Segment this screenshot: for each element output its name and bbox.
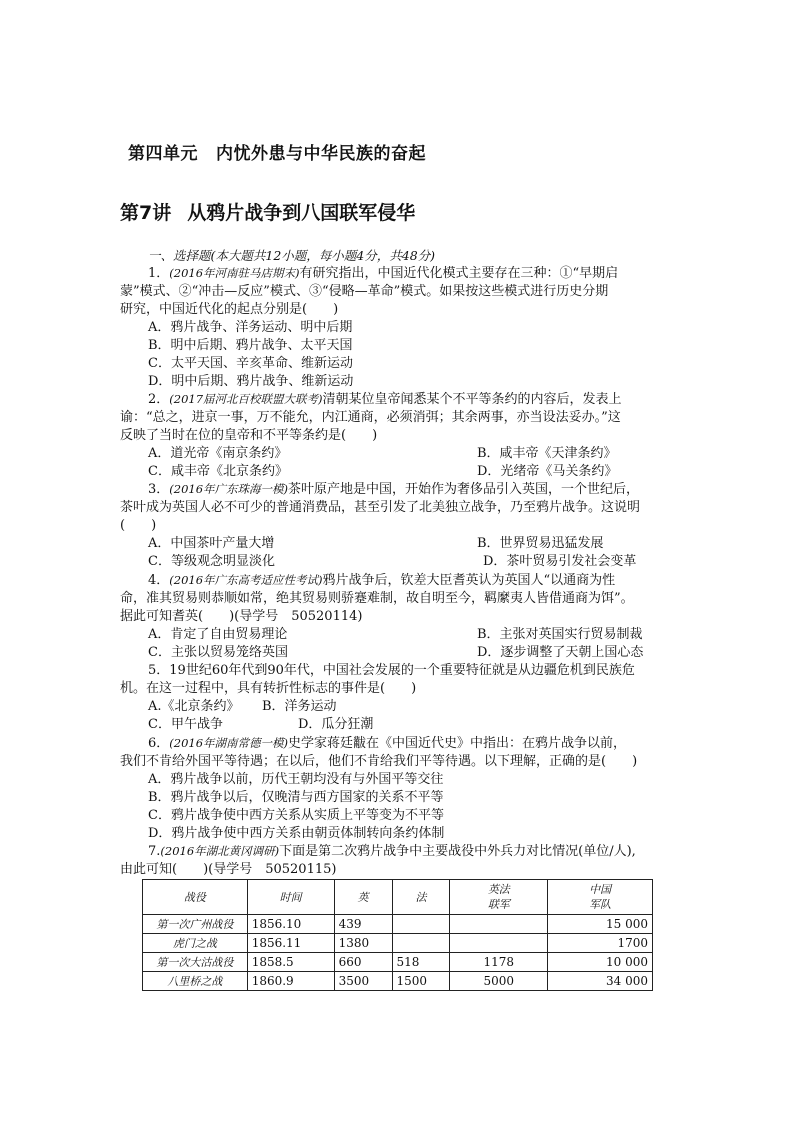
question-6-source: (2016年湖南常德一模) bbox=[169, 736, 289, 750]
header-battle: 战役 bbox=[143, 880, 248, 915]
question-2-option-a: A．道光帝《南京条约》 bbox=[148, 446, 288, 461]
lesson-name: 从鸦片战争到八国联军侵华 bbox=[187, 202, 416, 224]
header-uk: 英 bbox=[334, 880, 392, 915]
question-3-line-3: ( ) bbox=[120, 518, 157, 533]
question-3-option-b: B．世界贸易迅猛发展 bbox=[477, 536, 604, 551]
cell-china: 15 000 bbox=[548, 915, 653, 934]
question-6-line-1: 6．(2016年湖南常德一模)史学家蒋廷黻在《中国近代史》中指出：在鸦片战争以前， bbox=[148, 736, 627, 751]
question-5-line-2: 机。在这一过程中，具有转折性标志的事件是( ) bbox=[120, 681, 417, 696]
question-3-option-a: A．中国茶叶产量大增 bbox=[148, 536, 275, 551]
question-3-source: (2016年广东珠海一模) bbox=[169, 482, 289, 496]
question-7-line-1: 7.(2016年湖北黄冈调研)下面是第二次鸦片战争中主要战役中外兵力对比情况(单位/人), bbox=[148, 844, 636, 859]
question-7-line-2: 由此可知( )(导学号 50520115) bbox=[120, 862, 337, 877]
header-china: 中国 军队 bbox=[548, 880, 653, 915]
question-6-line-2: 我们不肯给外国平等待遇；在以后，他们不肯给我们平等待遇。以下理解，正确的是( ) bbox=[120, 754, 638, 769]
question-2-option-c: C．咸丰帝《北京条约》 bbox=[148, 464, 288, 479]
question-1-option-d: D．明中后期、鸦片战争、维新运动 bbox=[148, 374, 354, 389]
unit-number: 第四单元 bbox=[128, 144, 198, 164]
cell-fr: 1500 bbox=[392, 972, 450, 991]
question-6-option-a: A．鸦片战争以前，历代王朝均没有与外国平等交往 bbox=[148, 772, 444, 787]
lesson-number: 第7讲 bbox=[120, 202, 172, 224]
cell-battle: 第一次广州战役 bbox=[143, 915, 248, 934]
battle-forces-table bbox=[142, 879, 653, 991]
cell-uk: 1380 bbox=[334, 934, 392, 953]
question-5-option-a: A.《北京条约》 bbox=[148, 699, 240, 714]
question-1-option-a: A．鸦片战争、洋务运动、明中后期 bbox=[148, 320, 353, 335]
table-row bbox=[143, 953, 653, 972]
question-4-option-c: C．主张以贸易笼络英国 bbox=[148, 645, 288, 660]
question-2-option-b: B．咸丰帝《天津条约》 bbox=[477, 446, 617, 461]
cell-china: 34 000 bbox=[548, 972, 653, 991]
cell-time: 1856.11 bbox=[247, 934, 334, 953]
table-row bbox=[143, 934, 653, 953]
unit-name: 内忧外患与中华民族的奋起 bbox=[216, 144, 426, 164]
question-2-option-d: D．光绪帝《马关条约》 bbox=[477, 464, 618, 479]
question-4-source: (2016年广东高考适应性考试) bbox=[169, 573, 323, 587]
question-4-line-3: 据此可知耆英( )(导学号 50520114) bbox=[120, 609, 363, 624]
question-2-line-3: 反映了当时在位的皇帝和不平等条约是( ) bbox=[120, 428, 378, 443]
cell-battle: 虎门之战 bbox=[143, 934, 248, 953]
cell-uk: 3500 bbox=[334, 972, 392, 991]
question-4-option-d: D．逐步调整了天朝上国心态 bbox=[477, 645, 644, 660]
question-3-line-1: 3．(2016年广东珠海一模)茶叶原产地是中国，开始作为奢侈品引入英国，一个世纪后， bbox=[148, 482, 640, 497]
question-1-option-c: C．太平天国、辛亥革命、维新运动 bbox=[148, 356, 353, 371]
table-row bbox=[143, 972, 653, 991]
cell-china: 1700 bbox=[548, 934, 653, 953]
question-6-option-d: D．鸦片战争使中西方关系由朝贡体制转向条约体制 bbox=[148, 826, 445, 841]
cell-time: 1856.10 bbox=[247, 915, 334, 934]
question-2-source: (2017届河北百校联盟大联考) bbox=[169, 392, 323, 406]
question-1-line-1: 1．(2016年河南驻马店期末)有研究指出，中国近代化模式主要存在三种：①“早期启 bbox=[148, 266, 619, 281]
question-4-line-2: 命，准其贸易则恭顺如常，绝其贸易则骄蹇难制，故自明至今，羁縻夷人皆借通商为饵”。 bbox=[120, 591, 634, 606]
question-3-line-2: 茶叶成为英国人必不可少的普通消费品，甚至引发了北美独立战争，乃至鸦片战争。这说明 bbox=[120, 500, 641, 515]
header-fr: 法 bbox=[392, 880, 450, 915]
question-7-source: (2016年湖北黄冈调研) bbox=[160, 844, 280, 858]
cell-fr bbox=[392, 915, 450, 934]
question-4-line-1: 4．(2016年广东高考适应性考试)鸦片战争后，钦差大臣耆英认为英国人“以通商为性 bbox=[148, 573, 616, 588]
question-6-option-b: B．鸦片战争以后，仅晚清与西方国家的关系不平等 bbox=[148, 790, 444, 805]
table-header-row bbox=[143, 880, 653, 915]
header-time: 时间 bbox=[247, 880, 334, 915]
cell-uk: 660 bbox=[334, 953, 392, 972]
cell-uk: 439 bbox=[334, 915, 392, 934]
cell-allied bbox=[450, 934, 548, 953]
unit-title bbox=[128, 139, 426, 164]
cell-time: 1860.9 bbox=[247, 972, 334, 991]
question-5-option-c: C．甲午战争 bbox=[148, 717, 223, 732]
question-1-source: (2016年河南驻马店期末) bbox=[169, 266, 300, 280]
question-5-option-d: D．瓜分狂潮 bbox=[298, 717, 374, 732]
cell-allied: 1178 bbox=[450, 953, 548, 972]
question-6-option-c: C．鸦片战争使中西方关系从实质上平等变为不平等 bbox=[148, 808, 444, 823]
cell-china: 10 000 bbox=[548, 953, 653, 972]
cell-time: 1858.5 bbox=[247, 953, 334, 972]
cell-battle: 八里桥之战 bbox=[143, 972, 248, 991]
cell-allied: 5000 bbox=[450, 972, 548, 991]
question-5-option-b: B．洋务运动 bbox=[262, 699, 337, 714]
cell-battle: 第一次大沽战役 bbox=[143, 953, 248, 972]
question-5-line-1: 5．19世纪60年代到90年代，中国社会发展的一个重要特征就是从边疆危机到民族危 bbox=[148, 663, 635, 678]
header-allied: 英法 联军 bbox=[450, 880, 548, 915]
question-4-option-a: A．肯定了自由贸易理论 bbox=[148, 627, 288, 642]
cell-allied bbox=[450, 915, 548, 934]
question-3-option-d: D．茶叶贸易引发社会变革 bbox=[483, 554, 637, 569]
lesson-title bbox=[120, 198, 415, 225]
cell-fr bbox=[392, 934, 450, 953]
question-1-option-b: B．明中后期、鸦片战争、太平天国 bbox=[148, 338, 353, 353]
question-2-line-1: 2．(2017届河北百校联盟大联考)清朝某位皇帝闻悉某个不平等条约的内容后，发表上 bbox=[148, 392, 622, 407]
question-1-line-2: 蒙”模式、②“冲击—反应”模式、③“侵略—革命”模式。如果按这些模式进行历史分期 bbox=[120, 284, 609, 299]
question-2-line-2: 谕：“总之，进京一事，万不能允，内江通商，必须消弭；其余两事，亦当设法妥办。”这 bbox=[120, 410, 621, 425]
table-row bbox=[143, 915, 653, 934]
section-heading: 一、选择题(本大题共12小题，每小题4分，共48分) bbox=[148, 248, 436, 263]
question-4-option-b: B．主张对英国实行贸易制裁 bbox=[477, 627, 643, 642]
question-1-line-3: 研究，中国近代化的起点分别是( ) bbox=[120, 302, 339, 317]
question-3-option-c: C．等级观念明显淡化 bbox=[148, 554, 275, 569]
cell-fr: 518 bbox=[392, 953, 450, 972]
